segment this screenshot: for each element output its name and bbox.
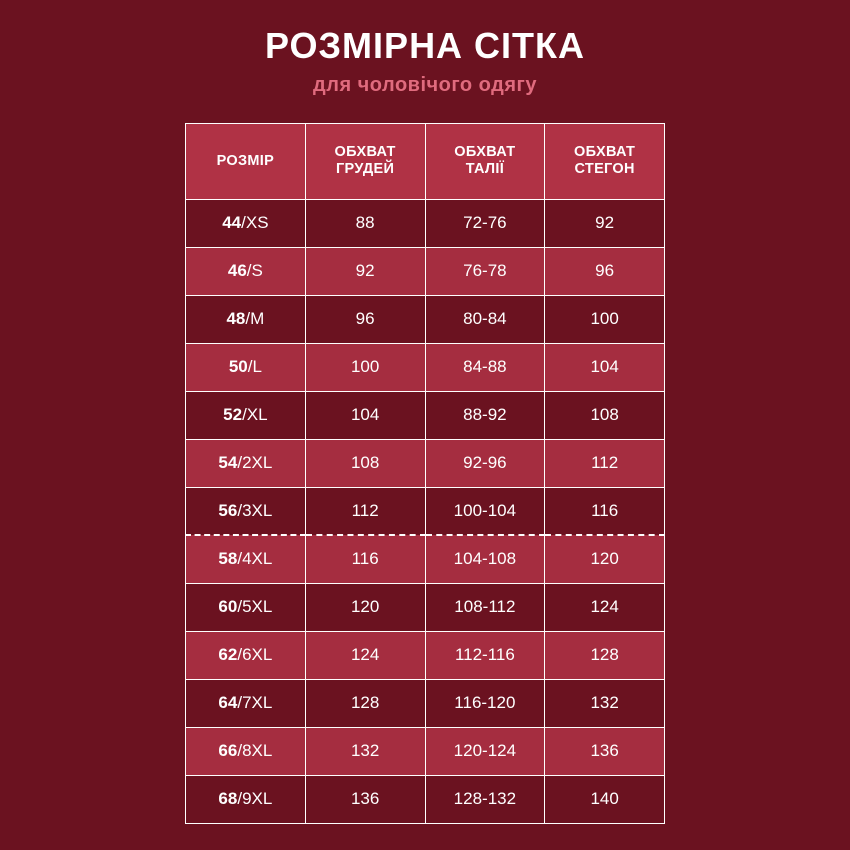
column-header-chest-line-2: ГРУДЕЙ: [336, 161, 395, 178]
size-separator: /: [245, 309, 251, 329]
size-alpha: 3XL: [242, 500, 273, 520]
size-alpha: L: [252, 357, 262, 377]
cell-waist: 76-78: [425, 247, 545, 295]
column-header-size-line-1: РОЗМІР: [216, 152, 275, 169]
size-alpha: XS: [245, 213, 269, 233]
column-header-chest: [305, 123, 425, 199]
cell-hips: 100: [545, 295, 665, 343]
size-separator: /: [237, 500, 243, 520]
cell-chest: 112: [305, 487, 425, 535]
size-separator: /: [247, 357, 253, 377]
cell-size: [186, 775, 306, 823]
table-row: [186, 199, 665, 247]
cell-size: [186, 679, 306, 727]
cell-chest: 124: [305, 631, 425, 679]
cell-chest: 120: [305, 583, 425, 631]
cell-waist: 100-104: [425, 487, 545, 535]
cell-waist: 84-88: [425, 343, 545, 391]
cell-chest: 132: [305, 727, 425, 775]
size-separator: /: [242, 405, 247, 425]
size-alpha: XL: [246, 405, 268, 425]
size-table-container: [185, 123, 665, 824]
size-alpha: M: [250, 309, 265, 329]
cell-waist: 120-124: [425, 727, 545, 775]
size-separator: /: [237, 597, 243, 617]
cell-hips: 104: [545, 343, 665, 391]
size-alpha: S: [251, 261, 263, 281]
size-separator: /: [237, 645, 243, 665]
table-row: [186, 631, 665, 679]
cell-hips: 108: [545, 391, 665, 439]
cell-size: [186, 295, 306, 343]
cell-waist: 116-120: [425, 679, 545, 727]
size-number: 48: [226, 309, 246, 329]
cell-size: [186, 583, 306, 631]
column-header-waist: [425, 123, 545, 199]
cell-chest: 100: [305, 343, 425, 391]
cell-chest: 128: [305, 679, 425, 727]
size-alpha: 2XL: [242, 453, 273, 473]
table-row: [186, 247, 665, 295]
cell-waist: 92-96: [425, 439, 545, 487]
size-alpha: 9XL: [242, 789, 273, 809]
column-header-hips: [545, 123, 665, 199]
size-separator: /: [237, 789, 243, 809]
size-number: 50: [228, 357, 248, 377]
cell-chest: 104: [305, 391, 425, 439]
cell-size: [186, 391, 306, 439]
size-number: 56: [218, 500, 238, 520]
cell-hips: 124: [545, 583, 665, 631]
cell-waist: 88-92: [425, 391, 545, 439]
cell-hips: 140: [545, 775, 665, 823]
size-alpha: 4XL: [242, 549, 273, 569]
column-header-waist-line-1: ОБХВАТ: [454, 144, 516, 161]
size-number: 68: [218, 789, 238, 809]
table-row: [186, 535, 665, 583]
cell-hips: 136: [545, 727, 665, 775]
cell-waist: 104-108: [425, 535, 545, 583]
cell-hips: 116: [545, 487, 665, 535]
column-header-hips-line-2: СТЕГОН: [574, 161, 635, 178]
size-number: 46: [227, 261, 247, 281]
size-number: 60: [218, 597, 238, 617]
size-alpha: 8XL: [242, 741, 273, 761]
cell-hips: 128: [545, 631, 665, 679]
cell-chest: 88: [305, 199, 425, 247]
table-row: [186, 583, 665, 631]
table-header-row: [186, 123, 665, 199]
cell-size: [186, 343, 306, 391]
cell-size: [186, 727, 306, 775]
table-row: [186, 343, 665, 391]
size-number: 44: [222, 213, 242, 233]
size-table: [185, 123, 665, 824]
size-number: 66: [218, 741, 238, 761]
table-header: [186, 123, 665, 199]
page-subtitle: для чоловічого одягу: [313, 73, 537, 96]
cell-size: [186, 487, 306, 535]
cell-size: [186, 439, 306, 487]
size-number: 64: [218, 693, 238, 713]
cell-hips: 92: [545, 199, 665, 247]
table-body: [186, 199, 665, 823]
cell-hips: 132: [545, 679, 665, 727]
cell-hips: 96: [545, 247, 665, 295]
page-title: РОЗМІРНА СІТКА: [264, 25, 586, 66]
size-alpha: 6XL: [242, 645, 273, 665]
table-row: [186, 487, 665, 535]
cell-chest: 92: [305, 247, 425, 295]
column-header-waist-line-2: ТАЛІЇ: [465, 161, 505, 178]
column-header-chest-line-1: ОБХВАТ: [334, 144, 396, 161]
size-number: 52: [223, 405, 243, 425]
cell-waist: 72-76: [425, 199, 545, 247]
table-row: [186, 727, 665, 775]
size-number: 54: [218, 453, 238, 473]
cell-size: [186, 247, 306, 295]
cell-waist: 112-116: [425, 631, 545, 679]
size-separator: /: [237, 549, 243, 569]
size-number: 62: [218, 645, 238, 665]
cell-waist: 108-112: [425, 583, 545, 631]
table-row: [186, 439, 665, 487]
cell-chest: 96: [305, 295, 425, 343]
size-separator: /: [237, 693, 243, 713]
cell-size: [186, 631, 306, 679]
size-separator: /: [241, 213, 246, 233]
cell-chest: 108: [305, 439, 425, 487]
cell-waist: 80-84: [425, 295, 545, 343]
size-alpha: 7XL: [242, 693, 273, 713]
size-number: 58: [218, 549, 238, 569]
column-header-size: [186, 123, 306, 199]
cell-hips: 112: [545, 439, 665, 487]
size-separator: /: [237, 453, 243, 473]
cell-hips: 120: [545, 535, 665, 583]
table-row: [186, 775, 665, 823]
size-separator: /: [237, 741, 243, 761]
column-header-hips-line-1: ОБХВАТ: [574, 144, 636, 161]
cell-chest: 116: [305, 535, 425, 583]
cell-size: [186, 199, 306, 247]
cell-waist: 128-132: [425, 775, 545, 823]
cell-size: [186, 535, 306, 583]
table-row: [186, 295, 665, 343]
size-alpha: 5XL: [242, 597, 273, 617]
table-row: [186, 391, 665, 439]
size-separator: /: [246, 261, 252, 281]
table-row: [186, 679, 665, 727]
cell-chest: 136: [305, 775, 425, 823]
